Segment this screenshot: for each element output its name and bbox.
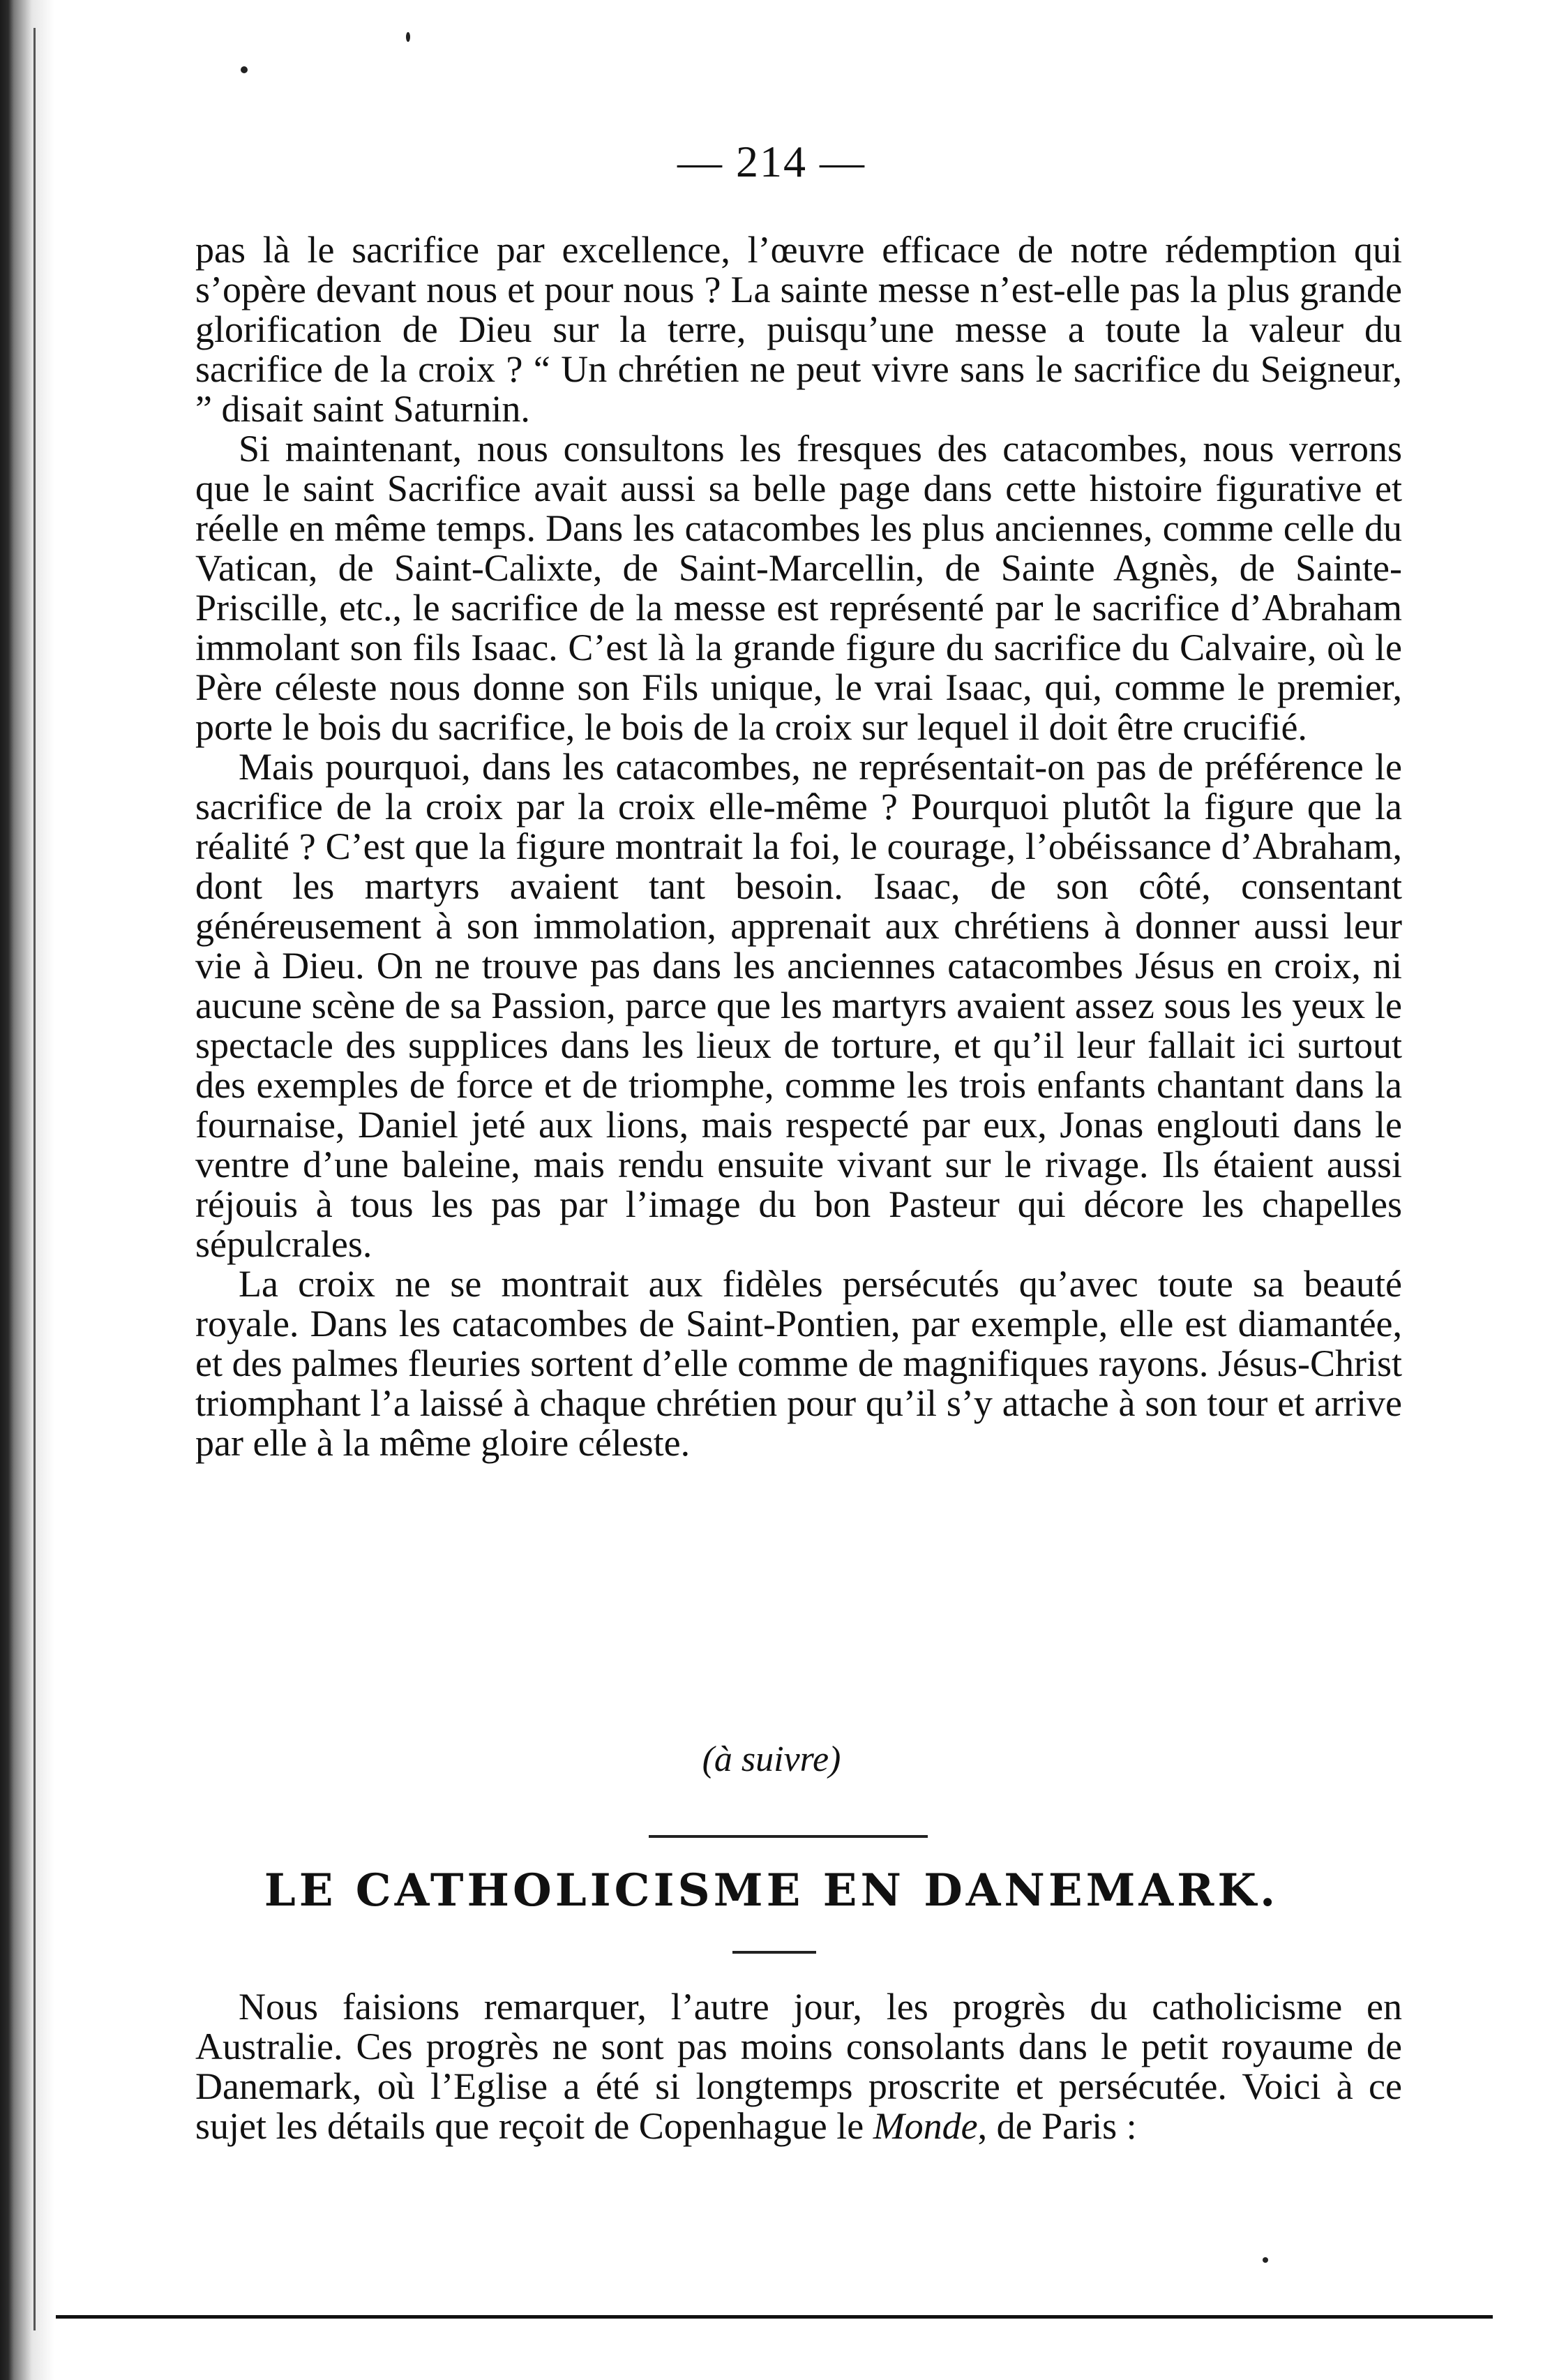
paragraph: Si maintenant, nous consultons les fresques des catacombes, nous verrons que le saint Sacrifice avait aussi sa belle page dans cette histoire figurative et réelle en même temps. Dans les catacombes les plus anciennes, comme celle du Vatican, de Saint-Calixte, de Saint-Marcellin, de Sainte Agnès, de Sainte-Priscille, etc., le sacrifice de la messe est représenté par le sacrifice d’Abraham immolant son fils Isaac. C’est là la grande figure du sacrifice du Calvaire, où le Père céleste nous donne son Fils unique, le vrai Isaac, qui, comme le premier, porte le bois du sacrifice, le bois de la croix sur lequel il doit être crucifié. [195, 428, 1402, 748]
article-continued-text [195, 230, 1402, 1463]
binding-edge-line [33, 28, 36, 2330]
paragraph-text: Nous faisions remarquer, l’autre jour, les progrès du catholicisme en Australie. Ces progrès ne sont pas moins consolants dans le petit royaume de Danemark, où l’Eglise a été si longtemps proscrite et persécutée. Voici à ce sujet les détails que reçoit de Copenhague le [195, 1986, 1402, 2147]
binding-shadow [0, 0, 54, 2380]
headline-underline [732, 1951, 816, 1954]
bottom-border-line [56, 2315, 1493, 2319]
paragraph: Mais pourquoi, dans les catacombes, ne représentait-on pas de préférence le sacrifice de la croix par la croix elle-même ? Pourquoi plutôt la figure que la réalité ? C’est que la figure montrait la foi, le courage, l’obéissance d’Abraham, dont les martyrs avaient tant besoin. Isaac, de son côté, consentant généreusement à son immolation, apprenait aux chrétiens à donner aussi leur vie à Dieu. On ne trouve pas dans les anciennes catacombes Jésus en croix, ni aucune scène de sa Passion, parce que les martyrs avaient assez sous les yeux le spectacle des supplices dans les lieux de torture, et qu’il leur fallait ici surtout des exemples de force et de triomphe, comme les trois enfants chantant dans la fournaise, Daniel jeté aux lions, mais respecté par eux, Jonas englouti dans le ventre d’une baleine, mais rendu ensuite vivant sur le rivage. Ils étaient aussi réjouis à tous les pas par l’image du bon Pasteur qui décore les chapelles sépulcrales. [195, 746, 1402, 1265]
paragraph-text: , de Paris : [977, 2105, 1137, 2147]
new-article-text [195, 1987, 1402, 2146]
ink-speck [406, 32, 410, 42]
page-number: — 214 — [677, 137, 866, 186]
newspaper-title: Monde [873, 2105, 978, 2147]
ink-speck [241, 66, 248, 73]
ink-speck [1263, 2257, 1268, 2263]
continuation-note: (à suivre) [702, 1739, 841, 1779]
section-divider [649, 1835, 928, 1838]
article-headline: LE CATHOLICISME EN DANEMARK. [264, 1864, 1279, 1917]
paragraph [195, 1987, 1402, 2146]
paragraph: La croix ne se montrait aux fidèles persécutés qu’avec toute sa beauté royale. Dans les catacombes de Saint-Pontien, par exemple, elle est diamantée, et des palmes fleuries sortent d’elle comme de magnifiques rayons. Jésus-Christ triomphant l’a laissé à chaque chrétien pour qu’il s’y attache à son tour et arrive par elle à la même gloire céleste. [195, 1263, 1402, 1464]
paragraph: pas là le sacrifice par excellence, l’œuvre efficace de notre rédemption qui s’opère devant nous et pour nous ? La sainte messe n’est-elle pas la plus grande glorification de Dieu sur la terre, puisqu’une messe a toute la valeur du sacrifice de la croix ? “ Un chrétien ne peut vivre sans le sacrifice du Seigneur, ” disait saint Saturnin. [195, 229, 1402, 430]
